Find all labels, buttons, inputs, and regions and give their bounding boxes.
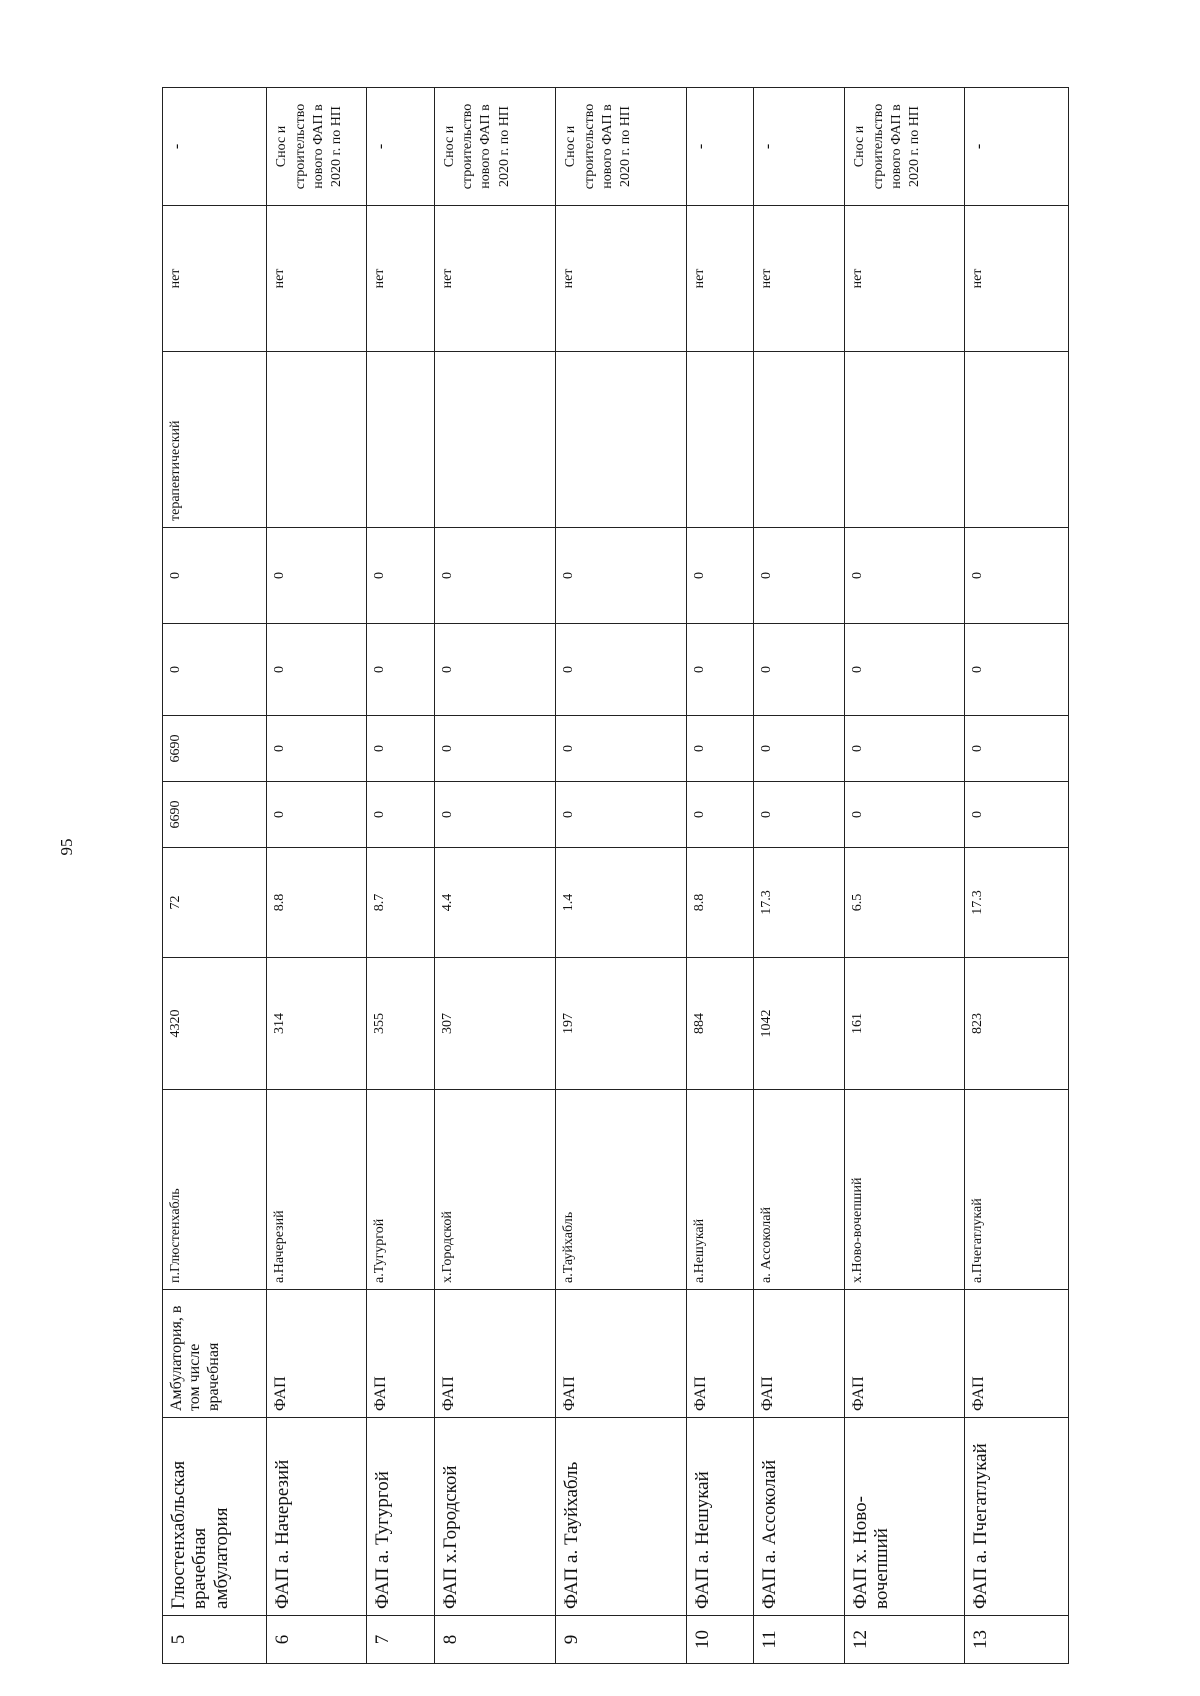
population: 161 [850, 1013, 866, 1034]
row-number-cell [845, 1616, 964, 1664]
note: Снос и строительство нового ФАП в 2020 г. по НП [563, 103, 634, 190]
row-number: 7 [372, 1634, 394, 1645]
value-col-1-cell [964, 782, 1068, 848]
row-number: 12 [850, 1630, 872, 1649]
flag-value: нет [439, 268, 455, 289]
row-number-cell [686, 1616, 753, 1664]
value-col-4: 0 [758, 572, 774, 579]
profile-cell [845, 352, 964, 528]
note-cell [367, 88, 434, 206]
value-col-4: 0 [850, 572, 866, 579]
note-cell [845, 88, 964, 206]
distance-cell [845, 848, 964, 958]
value-col-1-cell [753, 782, 844, 848]
value-col-2-cell [367, 716, 434, 782]
population-cell [163, 958, 267, 1090]
value-col-4: 0 [168, 572, 183, 579]
row-number: 11 [758, 1630, 780, 1649]
distance: 8.8 [272, 893, 288, 912]
flag-value-cell [163, 206, 267, 352]
facility-name: ФАП х. Ново-вочепший [850, 1496, 893, 1609]
flag-value-cell [367, 206, 434, 352]
facility-type: ФАП [372, 1376, 390, 1411]
flag-value-cell [434, 206, 556, 352]
population-cell [267, 958, 367, 1090]
facility-type-cell [753, 1290, 844, 1418]
facility-name-cell [845, 1418, 964, 1616]
facility-name-cell [753, 1418, 844, 1616]
distance: 1.4 [561, 893, 577, 912]
note: - [758, 143, 776, 150]
distance: 17.3 [758, 890, 774, 915]
value-col-2: 6690 [168, 734, 183, 763]
locality: а.Тауйхабль [561, 1211, 577, 1283]
note: Снос и строительство нового ФАП в 2020 г. по НП [441, 103, 512, 190]
value-col-2-cell [964, 716, 1068, 782]
distance: 8.7 [372, 893, 388, 912]
flag-value-cell [556, 206, 686, 352]
facility-type: ФАП [272, 1376, 290, 1411]
facility-type-cell [964, 1290, 1068, 1418]
facility-type: ФАП [691, 1376, 709, 1411]
note: Снос и строительство нового ФАП в 2020 г. по НП [852, 103, 923, 190]
locality-cell [267, 1090, 367, 1290]
row-number: 13 [969, 1630, 991, 1649]
value-col-1-cell [556, 782, 686, 848]
population-cell [556, 958, 686, 1090]
value-col-3-cell [964, 624, 1068, 716]
table-row [267, 88, 367, 1664]
value-col-2: 0 [758, 745, 774, 752]
flag-value-cell [845, 206, 964, 352]
note-cell [163, 88, 267, 206]
note-cell [434, 88, 556, 206]
value-col-4-cell [753, 528, 844, 624]
value-col-4-cell [964, 528, 1068, 624]
table-row [686, 88, 753, 1664]
facility-name: ФАП а. Тугургой [372, 1471, 394, 1609]
facility-name-cell [434, 1418, 556, 1616]
locality-cell [845, 1090, 964, 1290]
flag-value: нет [969, 268, 985, 289]
value-col-2-cell [267, 716, 367, 782]
flag-value: нет [758, 268, 774, 289]
population-cell [686, 958, 753, 1090]
value-col-4: 0 [372, 572, 388, 579]
table-row [367, 88, 434, 1664]
row-number: 5 [168, 1634, 189, 1645]
facility-type: ФАП [850, 1376, 868, 1411]
population: 4320 [168, 1009, 183, 1038]
value-col-1: 0 [561, 811, 577, 818]
facility-name: Глюстенхабльская врачебная амбулатория [168, 1460, 232, 1609]
locality-cell [434, 1090, 556, 1290]
value-col-4-cell [267, 528, 367, 624]
value-col-2: 0 [691, 745, 707, 752]
row-number-cell [367, 1616, 434, 1664]
row-number: 10 [691, 1630, 713, 1649]
facility-type-cell [556, 1290, 686, 1418]
value-col-1-cell [686, 782, 753, 848]
value-col-2-cell [845, 716, 964, 782]
profile-cell [434, 352, 556, 528]
note: - [168, 143, 185, 150]
value-col-1: 0 [372, 811, 388, 818]
note-cell [556, 88, 686, 206]
facility-name: ФАП а. Начерезий [272, 1459, 294, 1609]
value-col-2: 0 [850, 745, 866, 752]
facility-type-cell [163, 1290, 267, 1418]
profile-cell [753, 352, 844, 528]
row-number: 6 [272, 1634, 294, 1645]
value-col-2: 0 [561, 745, 577, 752]
value-col-4-cell [845, 528, 964, 624]
facility-type: ФАП [969, 1376, 987, 1411]
value-col-3: 0 [758, 666, 774, 673]
value-col-2: 0 [372, 745, 388, 752]
facility-name-cell [267, 1418, 367, 1616]
value-col-2-cell [686, 716, 753, 782]
value-col-3-cell [163, 624, 267, 716]
value-col-2-cell [753, 716, 844, 782]
facility-type: ФАП [561, 1376, 579, 1411]
profile-cell [367, 352, 434, 528]
page-number: 95 [57, 838, 76, 856]
value-col-1: 0 [850, 811, 866, 818]
locality-cell [686, 1090, 753, 1290]
profile-cell [686, 352, 753, 528]
value-col-4-cell [367, 528, 434, 624]
population-cell [434, 958, 556, 1090]
value-col-1: 0 [691, 811, 707, 818]
row-number-cell [434, 1616, 556, 1664]
population: 307 [439, 1013, 455, 1034]
distance: 6.5 [850, 893, 866, 912]
value-col-1: 0 [439, 811, 455, 818]
table-row [753, 88, 844, 1664]
facility-type-cell [845, 1290, 964, 1418]
value-col-4: 0 [272, 572, 288, 579]
population: 314 [272, 1013, 288, 1034]
distance-cell [686, 848, 753, 958]
value-col-3-cell [845, 624, 964, 716]
note-cell [686, 88, 753, 206]
facility-name-cell [367, 1418, 434, 1616]
value-col-2-cell [556, 716, 686, 782]
distance-cell [434, 848, 556, 958]
facility-name: ФАП а. Пчегатлукай [969, 1443, 991, 1609]
flag-value-cell [753, 206, 844, 352]
note-cell [753, 88, 844, 206]
facility-name: ФАП х.Городской [439, 1465, 461, 1609]
locality: п.Глюстенхабль [168, 1188, 183, 1283]
facilities-table [162, 87, 1069, 1664]
value-col-3: 0 [272, 666, 288, 673]
distance: 4.4 [439, 893, 455, 912]
row-number-cell [267, 1616, 367, 1664]
value-col-2: 0 [272, 745, 288, 752]
profile: терапевтический [168, 420, 183, 521]
locality-cell [964, 1090, 1068, 1290]
value-col-4: 0 [561, 572, 577, 579]
facility-name-cell [686, 1418, 753, 1616]
locality-cell [163, 1090, 267, 1290]
value-col-3: 0 [168, 666, 183, 673]
facility-name-cell [556, 1418, 686, 1616]
value-col-2: 0 [969, 745, 985, 752]
locality: х.Городской [439, 1211, 455, 1283]
locality: а.Начерезий [272, 1210, 288, 1283]
distance-cell [556, 848, 686, 958]
facility-type-cell [367, 1290, 434, 1418]
value-col-2: 0 [439, 745, 455, 752]
table-body [163, 88, 1069, 1664]
facility-name-cell [163, 1418, 267, 1616]
row-number-cell [964, 1616, 1068, 1664]
population: 1042 [758, 1009, 774, 1038]
facility-type-cell [434, 1290, 556, 1418]
locality: а.Нешукай [691, 1218, 707, 1283]
flag-value: нет [272, 268, 288, 289]
value-col-3: 0 [561, 666, 577, 673]
profile-cell [267, 352, 367, 528]
population: 355 [372, 1013, 388, 1034]
value-col-4-cell [163, 528, 267, 624]
locality-cell [556, 1090, 686, 1290]
locality: а.Пчегатлукай [969, 1198, 985, 1283]
row-number-cell [556, 1616, 686, 1664]
flag-value-cell [267, 206, 367, 352]
value-col-3-cell [556, 624, 686, 716]
value-col-1-cell [434, 782, 556, 848]
distance-cell [367, 848, 434, 958]
note: - [372, 143, 390, 150]
flag-value-cell [964, 206, 1068, 352]
value-col-1-cell [367, 782, 434, 848]
value-col-3: 0 [439, 666, 455, 673]
locality-cell [753, 1090, 844, 1290]
distance-cell [753, 848, 844, 958]
note: - [691, 143, 709, 150]
value-col-4-cell [686, 528, 753, 624]
locality: а.Тугургой [372, 1218, 388, 1283]
value-col-1-cell [163, 782, 267, 848]
table-row [964, 88, 1068, 1664]
note: - [969, 143, 987, 150]
table-row [163, 88, 267, 1664]
population-cell [367, 958, 434, 1090]
value-col-1: 0 [758, 811, 774, 818]
note-cell [964, 88, 1068, 206]
facility-name: ФАП а. Нешукай [691, 1471, 713, 1609]
distance: 72 [168, 895, 183, 910]
flag-value: нет [561, 268, 577, 289]
population-cell [964, 958, 1068, 1090]
locality: х.Ново-вочепший [850, 1177, 866, 1283]
value-col-2-cell [434, 716, 556, 782]
value-col-4: 0 [969, 572, 985, 579]
facility-name: ФАП а. Ассоколай [758, 1459, 780, 1609]
distance-cell [267, 848, 367, 958]
population-cell [845, 958, 964, 1090]
value-col-3-cell [267, 624, 367, 716]
population: 197 [561, 1013, 577, 1034]
population: 884 [691, 1013, 707, 1034]
value-col-1: 0 [272, 811, 288, 818]
facilities-table-wrapper [162, 88, 1069, 1664]
value-col-1-cell [845, 782, 964, 848]
population-cell [753, 958, 844, 1090]
locality: а. Ассоколай [758, 1206, 774, 1283]
facility-type: ФАП [758, 1376, 776, 1411]
profile-cell [964, 352, 1068, 528]
value-col-3-cell [434, 624, 556, 716]
facility-type: ФАП [439, 1376, 457, 1411]
flag-value: нет [850, 268, 866, 289]
row-number: 9 [561, 1634, 583, 1645]
value-col-1-cell [267, 782, 367, 848]
value-col-4: 0 [439, 572, 455, 579]
value-col-3-cell [686, 624, 753, 716]
facility-type: Амбулатория, в том числе врачебная [168, 1305, 222, 1411]
distance: 8.8 [691, 893, 707, 912]
value-col-4-cell [556, 528, 686, 624]
profile-cell [163, 352, 267, 528]
value-col-3: 0 [969, 666, 985, 673]
flag-value-cell [686, 206, 753, 352]
flag-value: нет [372, 268, 388, 289]
row-number-cell [753, 1616, 844, 1664]
table-row [845, 88, 964, 1664]
value-col-3: 0 [850, 666, 866, 673]
distance: 17.3 [969, 890, 985, 915]
value-col-3-cell [753, 624, 844, 716]
facility-name: ФАП а. Тауйхабль [561, 1461, 583, 1609]
flag-value: нет [168, 268, 183, 289]
facility-type-cell [686, 1290, 753, 1418]
distance-cell [964, 848, 1068, 958]
facility-name-cell [964, 1418, 1068, 1616]
table-row [434, 88, 556, 1664]
value-col-1: 0 [969, 811, 985, 818]
note: Снос и строительство нового ФАП в 2020 г. по НП [274, 103, 345, 190]
distance-cell [163, 848, 267, 958]
value-col-2-cell [163, 716, 267, 782]
value-col-3: 0 [372, 666, 388, 673]
locality-cell [367, 1090, 434, 1290]
value-col-3-cell [367, 624, 434, 716]
facility-type-cell [267, 1290, 367, 1418]
flag-value: нет [691, 268, 707, 289]
row-number: 8 [439, 1634, 461, 1645]
population: 823 [969, 1013, 985, 1034]
note-cell [267, 88, 367, 206]
row-number-cell [163, 1616, 267, 1664]
value-col-4: 0 [691, 572, 707, 579]
value-col-4-cell [434, 528, 556, 624]
value-col-1: 6690 [168, 800, 183, 829]
table-row [556, 88, 686, 1664]
profile-cell [556, 352, 686, 528]
value-col-3: 0 [691, 666, 707, 673]
